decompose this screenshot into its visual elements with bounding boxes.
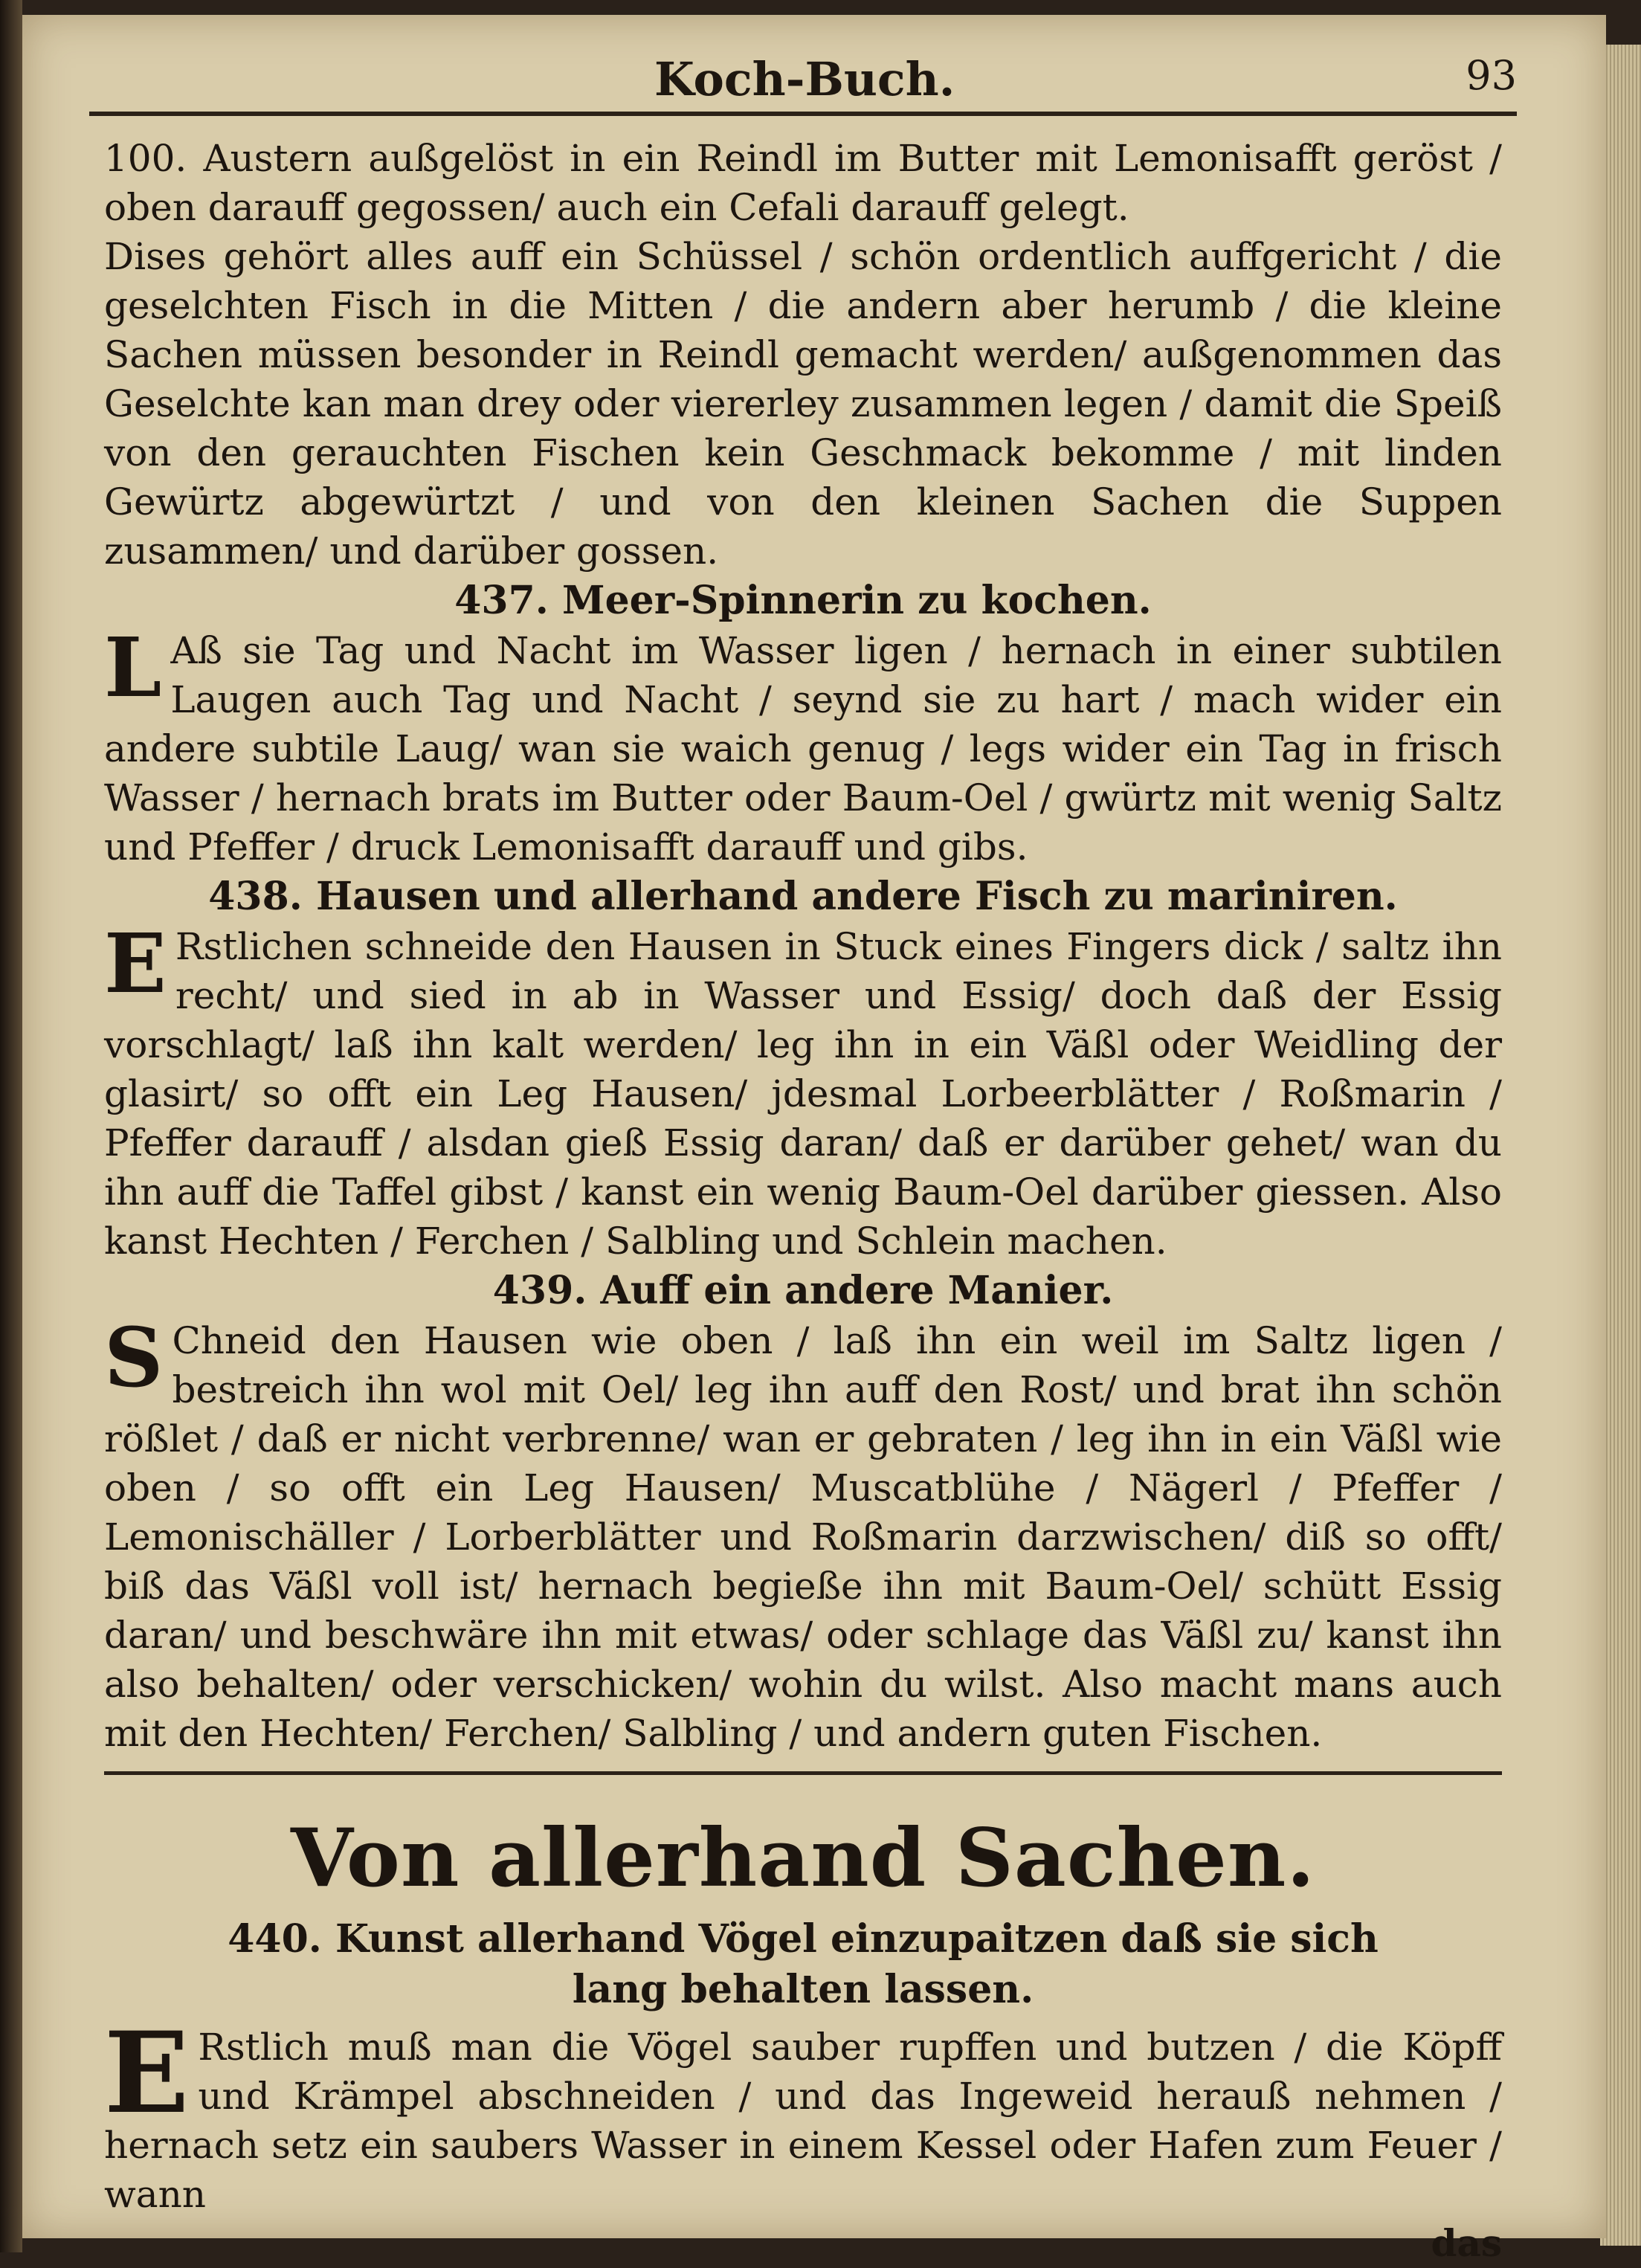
section-title: Von allerhand Sachen.	[291, 1811, 1315, 1905]
recipe-438-heading: 438. Hausen und allerhand andere Fisch zu mariniren.	[208, 874, 1398, 919]
page-number: 93	[1466, 52, 1517, 99]
running-title: Koch-Buch.	[654, 52, 955, 106]
recipe-440-heading-line1: 440. Kunst allerhand Vögel einzupaitzen daß sie sich	[228, 1916, 1379, 1962]
recipe-437-text	[104, 619, 1502, 872]
recipe-439-heading: 439. Auff ein andere Manier.	[492, 1268, 1114, 1313]
page-text	[104, 134, 1502, 2268]
drop-cap: E	[104, 2008, 190, 2139]
recipe-100: 100. Austern außgelöst in ein Reindl im Butter mit Lemonisafft geröst / oben darauff gegossen/ auch ein Cefali darauff gelegt.	[104, 137, 1502, 229]
drop-cap: L	[104, 619, 162, 715]
recipe-438-body: Rstlichen schneide den Hausen in Stuck eines Fingers dick / saltz ihn recht/ und sied in ab in Wasser und Essig/ doch daß der Essig vorschlagt/ laß ihn kalt werden/ leg ihn in ein Väßl oder Weidling der glasirt/ so offt ein Leg Hausen/ jdesmal Lorbeerblätter / Roßmarin / Pfeffer darauff / alsdan gieß Essig daran/ daß er darüber gehet/ wan du ihn auff die Taffel gibst / kanst ein wenig Baum-Oel darüber giessen. Also kanst Hechten / Ferchen / Salbling und Schlein machen.	[104, 925, 1502, 1263]
section-divider	[104, 1758, 1502, 1780]
drop-cap: E	[104, 915, 167, 1011]
paragraph-dises: Dises gehört alles auff ein Schüssel / schön ordentlich auffgericht / die geselchten Fisch in die Mitten / die andern aber herumb / die kleine Sachen müssen besonder in Reindl gemacht werden/ außgenommen das Geselchte kan man drey oder viererley zusammen legen / damit die Speiß von den gerauchten Fischen kein Geschmack bekomme / mit linden Gewürtz abgewürtzt / und von den kleinen Sachen die Suppen zusammen/ und darüber gossen.	[104, 235, 1502, 573]
recipe-437-heading: 437. Meer-Spinnerin zu kochen.	[454, 578, 1152, 623]
recipe-439-body: Chneid den Hausen wie oben / laß ihn ein weil im Saltz ligen / bestreich ihn wol mit Oel/ leg ihn auff den Rost/ und brat ihn schön rößlet / daß er nicht verbrenne/ wan er gebraten / leg ihn in ein Väßl wie oben / so offt ein Leg Hausen/ Muscatblühe / Nägerl / Pfeffer / Lemonischäller / Lorberblätter und Roßmarin darzwischen/ diß so offt/ biß das Väßl voll ist/ hernach begieße ihn mit Baum-Oel/ schütt Essig daran/ und beschwäre ihn mit etwas/ oder schlage das Väßl zu/ kanst ihn also behalten/ oder verschicken/ wohin du wilst. Also macht mans auch mit den Hechten/ Ferchen/ Salbling / und andern guten Fischen.	[104, 1319, 1502, 1755]
drop-cap: S	[104, 1309, 164, 1405]
book-gutter	[0, 0, 22, 2252]
recipe-440-body: Rstlich muß man die Vögel sauber rupffen und butzen / die Köpff und Krämpel abschneiden / und das Ingeweid herauß nehmen / hernach setz ein saubers Wasser in einem Kessel oder Hafen zum Feuer / wann	[104, 2026, 1502, 2216]
page-edges	[1600, 45, 1641, 2246]
recipe-438-text	[104, 915, 1502, 1266]
header-rule	[89, 112, 1517, 116]
page-header	[89, 52, 1517, 104]
recipe-440-text	[104, 2008, 1502, 2219]
recipe-437-body: Aß sie Tag und Nacht im Wasser ligen / hernach in einer subtilen Laugen auch Tag und Nacht / seynd sie zu hart / mach wider ein andere subtile Laug/ wan sie waich genug / legs wider ein Tag in frisch Wasser / hernach brats im Butter oder Baum-Oel / gwürtz mit wenig Saltz und Pfeffer / druck Lemonisafft darauff und gibs.	[104, 629, 1502, 869]
recipe-440-heading-line2: lang behalten lassen.	[572, 1967, 1034, 2012]
recipe-439-text	[104, 1309, 1502, 1758]
catchword: das	[1431, 2221, 1502, 2265]
